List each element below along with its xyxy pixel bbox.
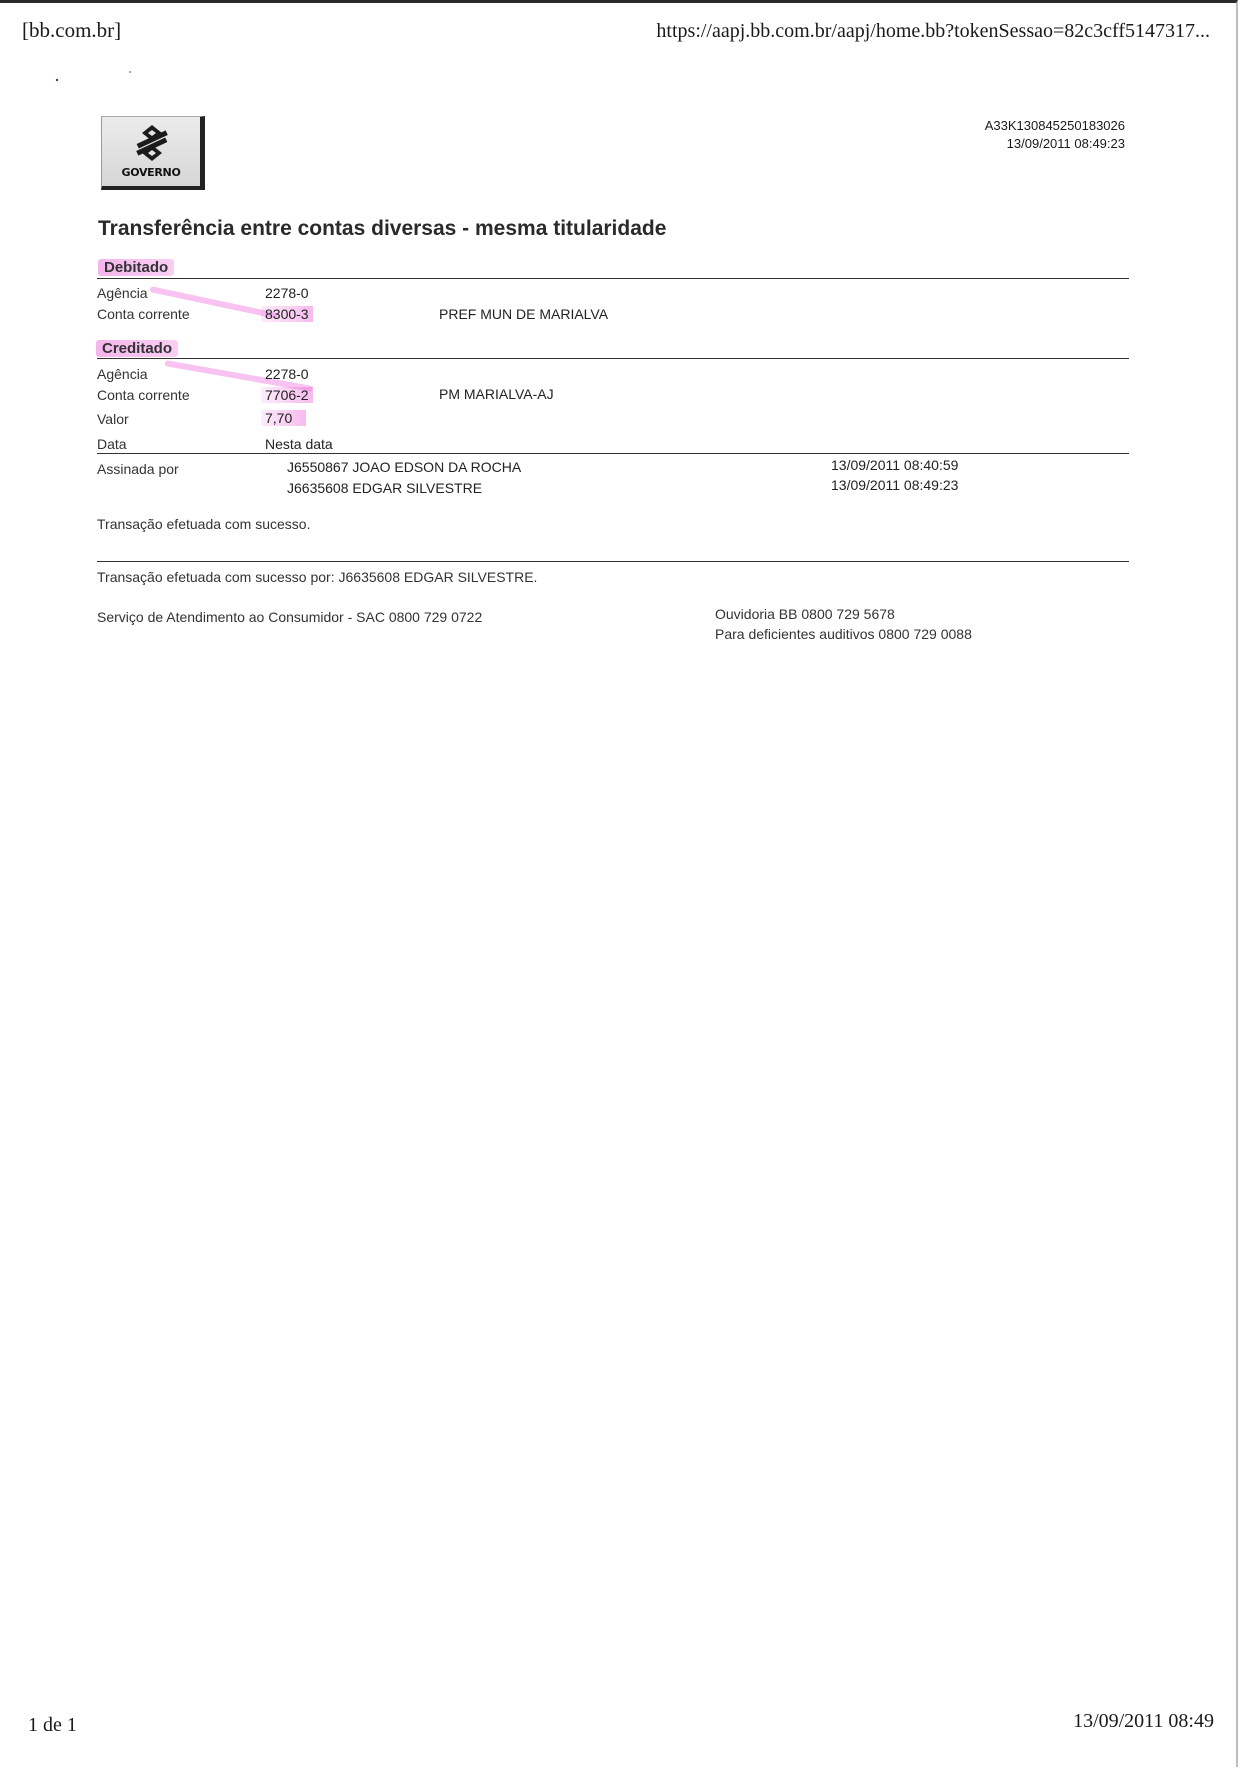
debitado-section-label: Debitado [98, 259, 174, 276]
page-title: Transferência entre contas diversas - mesma titularidade [98, 217, 667, 240]
scan-specks [55, 70, 145, 90]
assinaturas-divider [97, 453, 1129, 454]
valor-label: Valor [97, 411, 129, 427]
banco-do-brasil-logo-icon [132, 123, 172, 163]
ouvidoria-contact: Ouvidoria BB 0800 729 5678 [715, 606, 895, 622]
logo-text: GOVERNO [121, 166, 181, 179]
document-code-number: A33K130845250183026 [984, 118, 1125, 133]
creditado-agencia-label: Agência [97, 366, 148, 382]
data-label: Data [97, 436, 127, 452]
print-header-url: https://aapj.bb.com.br/aapj/home.bb?tokenSessao=82c3cff5147317... [656, 20, 1210, 42]
debitado-agencia-label: Agência [97, 285, 148, 301]
assinada-por-label: Assinada por [97, 461, 179, 477]
data-value: Nesta data [265, 436, 333, 452]
bank-logo [101, 116, 205, 190]
status-por-message: Transação efetuada com sucesso por: J6635608 EDGAR SILVESTRE. [97, 569, 538, 585]
document-code [985, 117, 1125, 153]
creditado-divider [97, 358, 1129, 359]
print-header-site: [bb.com.br] [22, 18, 122, 42]
deficientes-contact: Para deficientes auditivos 0800 729 0088 [715, 626, 972, 642]
signer-1-datetime: 13/09/2011 08:40:59 [831, 457, 959, 473]
debitado-titular: PREF MUN DE MARIALVA [439, 306, 609, 322]
print-footer-page: 1 de 1 [28, 1714, 77, 1736]
signer-1: J6550867 JOAO EDSON DA ROCHA [287, 459, 522, 475]
debitado-divider [97, 278, 1129, 279]
signer-2-datetime: 13/09/2011 08:49:23 [831, 477, 959, 493]
signer-2: J6635608 EDGAR SILVESTRE [287, 480, 483, 496]
sac-contact: Serviço de Atendimento ao Consumidor - SAC 0800 729 0722 [97, 609, 483, 625]
creditado-agencia-value: 2278-0 [265, 366, 309, 382]
creditado-conta-label: Conta corrente [97, 387, 190, 403]
status-message: Transação efetuada com sucesso. [97, 516, 311, 532]
document-code-datetime: 13/09/2011 08:49:23 [1006, 136, 1125, 151]
creditado-conta-value: 7706-2 [261, 387, 313, 403]
creditado-titular: PM MARIALVA-AJ [439, 386, 554, 402]
status-divider [97, 561, 1129, 562]
creditado-section-label: Creditado [96, 340, 178, 357]
valor-value: 7,70 [261, 410, 306, 426]
print-footer-datetime: 13/09/2011 08:49 [1073, 1710, 1214, 1732]
debitado-conta-label: Conta corrente [97, 306, 190, 322]
debitado-conta-value: 8300-3 [261, 306, 313, 322]
debitado-agencia-value: 2278-0 [265, 285, 309, 301]
